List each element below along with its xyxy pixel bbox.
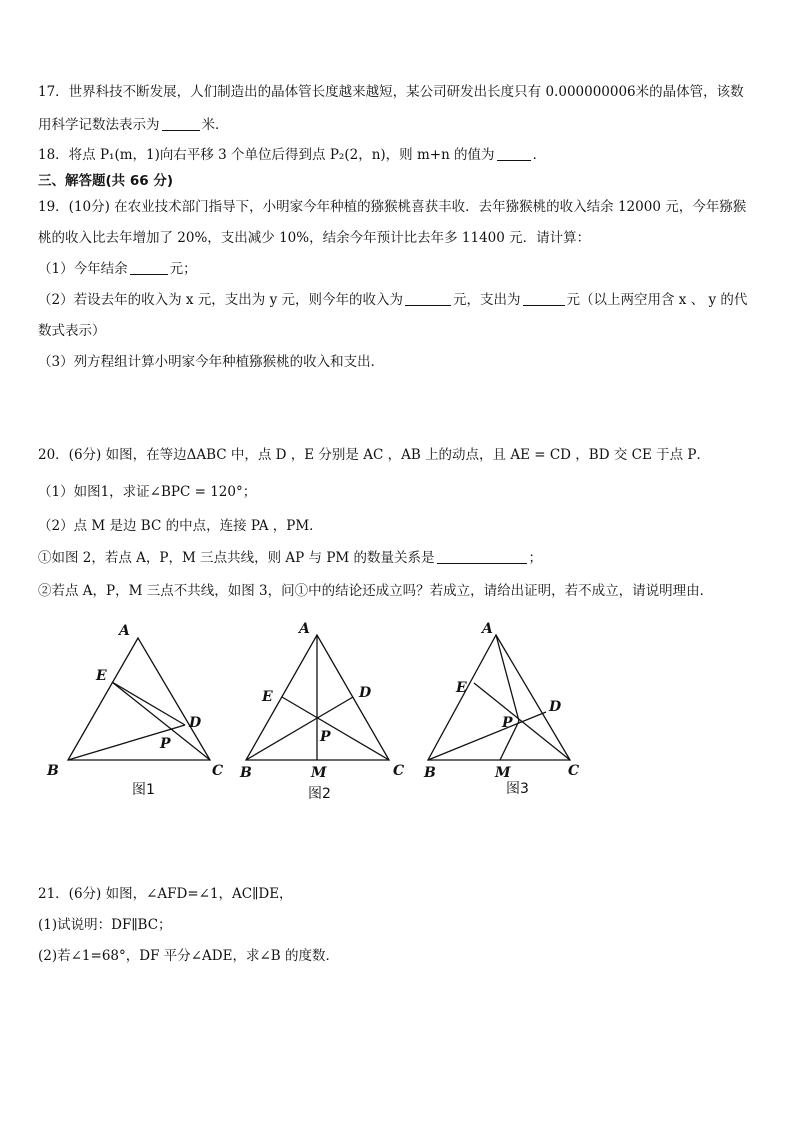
label-b-1: B (47, 763, 59, 779)
q19-part2-cont: 数式表示） (38, 323, 106, 339)
label-e-3: E (456, 680, 467, 696)
answer-blank[interactable] (405, 291, 451, 306)
label-a-2: A (299, 621, 310, 637)
label-a-3: A (482, 621, 493, 637)
q18-line: 18．将点 P₁(m，1)向右平移 3 个单位后得到点 P₂(2，n)，则 m+n 的值为 ． (38, 147, 547, 163)
figure-3 (428, 635, 570, 760)
label-b-2: B (240, 765, 252, 781)
geometry-figures (0, 615, 794, 815)
q20-case2: ②若点 A，P，M 三点不共线，如图 3，问①中的结论还成立吗？若成立，请给出证明，若不成立，请说明理由． (38, 583, 714, 599)
figure-1 (68, 638, 210, 760)
answer-blank[interactable] (497, 146, 531, 161)
q21-line1: 21．(6分) 如图，∠AFD=∠1，AC∥DE， (38, 886, 293, 902)
answer-blank[interactable] (162, 116, 200, 131)
label-d-2: D (359, 685, 372, 701)
answer-blank[interactable] (437, 549, 527, 564)
label-m-2: M (311, 765, 327, 781)
label-p-1: P (160, 736, 171, 752)
q21-part2: (2)若∠1=68°，DF 平分∠ADE，求∠B 的度数． (38, 948, 340, 964)
caption-fig-2: 图2 (308, 786, 331, 802)
segment-bd-2 (246, 697, 353, 760)
q17-line1: 17．世界科技不断发展，人们制造出的晶体管长度越来越短，某公司研发出长度只有 0.000000006米的晶体管，该数 (38, 84, 744, 100)
segment-ce-1 (112, 682, 185, 725)
q19-part2: （2）若设去年的收入为 x 元，支出为 y 元，则今年的收入为 元，支出为 元（以上两空用含 x 、 y 的代 (38, 292, 748, 308)
q20-part2: （2）点 M 是边 BC 的中点，连接 PA ，PM． (38, 518, 323, 534)
segment-ap-3 (496, 635, 519, 721)
q20-part1: （1）如图1，求证∠BPC = 120°； (38, 484, 257, 500)
q19-line2: 桃的收入比去年增加了 20%，支出减少 10%，结余今年预计比去年多 11400 元．请计算： (38, 230, 591, 246)
caption-fig-3: 图3 (506, 781, 529, 797)
label-b-3: B (424, 765, 436, 781)
segment-bd-3 (428, 712, 546, 760)
label-e-1: E (96, 668, 107, 684)
q19-line1: 19．(10分) 在农业技术部门指导下，小明家今年种植的猕猴桃喜获丰收．去年猕猴桃的收入结余 12000 元，今年猕猴 (38, 199, 747, 215)
label-a-1: A (119, 623, 130, 639)
section-heading: 三、解答题(共 66 分) (38, 173, 174, 189)
label-p-2: P (320, 729, 331, 745)
caption-fig-1: 图1 (132, 782, 155, 798)
q17-line2: 用科学记数法表示为 米． (38, 117, 229, 133)
label-c-1: C (212, 763, 224, 779)
segment-ce-2 (282, 697, 389, 760)
label-c-2: C (393, 763, 405, 779)
label-p-3: P (502, 715, 513, 731)
q20-case1: ①如图 2，若点 A，P，M 三点共线，则 AP 与 PM 的数量关系是 ； (38, 550, 543, 566)
answer-blank[interactable] (130, 260, 168, 275)
triangle-abc-1 (68, 638, 210, 760)
label-e-2: E (262, 689, 273, 705)
label-c-3: C (568, 763, 580, 779)
q20-line1: 20．(6分) 如图，在等边ΔABC 中，点 D ，E 分别是 AC ，AB 上的动点，且 AE = CD ，BD 交 CE 于点 P． (38, 447, 710, 463)
answer-blank[interactable] (523, 291, 565, 306)
q21-part1: (1)试说明：DF∥BC； (38, 917, 172, 933)
label-d-1: D (189, 715, 202, 731)
triangle-abc-3 (428, 635, 570, 760)
label-m-3: M (495, 765, 511, 781)
figures-svg (0, 615, 794, 815)
q19-part3: （3）列方程组计算小明家今年种植猕猴桃的收入和支出． (38, 354, 385, 370)
q19-part1: （1）今年结余 元； (38, 261, 197, 277)
label-d-3: D (549, 699, 562, 715)
